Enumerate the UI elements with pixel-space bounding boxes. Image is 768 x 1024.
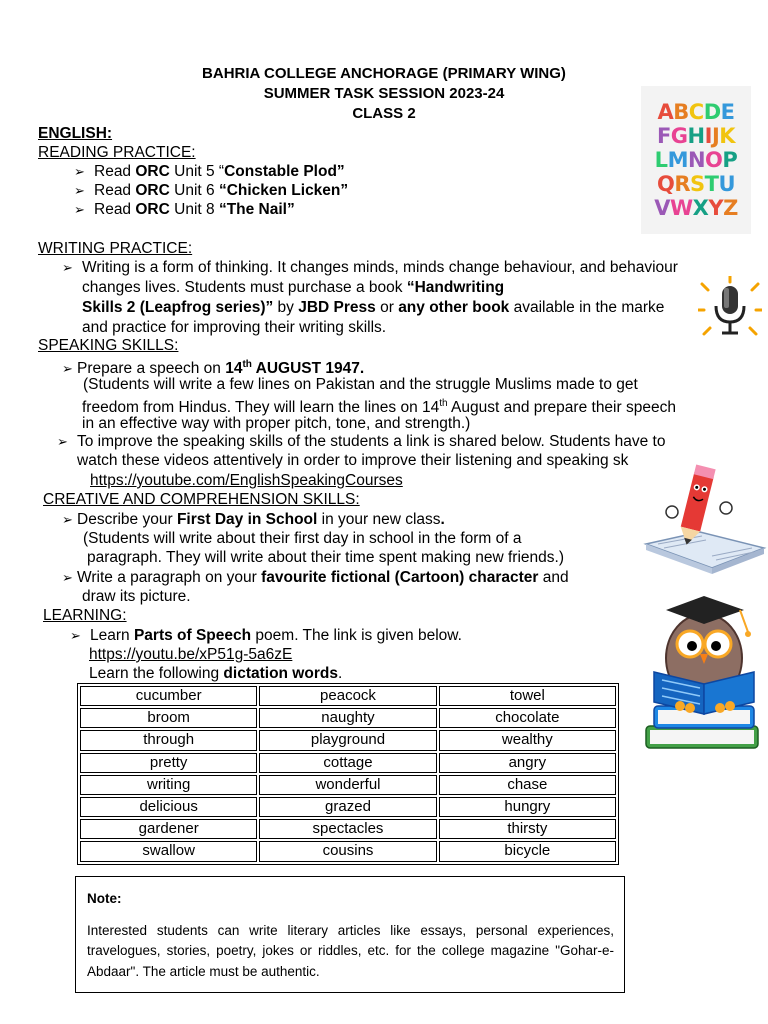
- creative-paragraph: (Students will write about their first day in school in the form of a: [83, 530, 522, 547]
- speaking-skills-heading: SPEAKING SKILLS:: [38, 337, 179, 354]
- dictation-word-cell: naughty: [259, 708, 436, 728]
- table-row: [80, 775, 616, 795]
- writing-item-line: changes lives. Students must purchase a book “Handwriting: [82, 279, 505, 296]
- creative-item: ➢ Describe your First Day in School in your new class.: [62, 511, 445, 528]
- creative-paragraph: paragraph. They will write about their time spent making new friends.): [87, 549, 564, 566]
- speaking-item: ➢ Prepare a speech on 14th AUGUST 1947.: [62, 359, 365, 378]
- learning-item: ➢ Learn Parts of Speech poem. The link is given below.: [70, 627, 462, 644]
- bullet-arrow-icon: ➢: [74, 183, 85, 198]
- dictation-word-cell: grazed: [259, 797, 436, 817]
- table-row: [80, 819, 616, 839]
- note-title: Note:: [87, 891, 122, 906]
- dictation-word-cell: chocolate: [439, 708, 616, 728]
- bullet-arrow-icon: ➢: [62, 361, 73, 377]
- dictation-word-cell: through: [80, 730, 257, 750]
- alphabet-image: [641, 86, 751, 234]
- microphone-icon: [698, 276, 762, 340]
- speaking-paragraph: (Students will write a few lines on Pakistan and the struggle Muslims made to get: [83, 376, 638, 393]
- table-row: [80, 841, 616, 861]
- dictation-word-cell: bicycle: [439, 841, 616, 861]
- dictation-words-table: [77, 683, 619, 865]
- note-body: Interested students can write literary articles like essays, personal experiences, travelogues, stories, poetry, jokes or riddles, etc. for the college magazine "Gohar-e-Abdaar". The article must be authentic.: [87, 922, 614, 979]
- dictation-word-cell: peacock: [259, 686, 436, 706]
- reading-practice-heading: READING PRACTICE:: [38, 144, 196, 161]
- note-box: [75, 876, 625, 993]
- writing-item-line: ➢ Writing is a form of thinking. It changes minds, minds change behaviour, and behaviour: [62, 259, 678, 276]
- dictation-word-cell: cucumber: [80, 686, 257, 706]
- speaking-paragraph: watch these videos attentively in order to improve their listening and speaking sk: [77, 452, 629, 469]
- alphabet-row: ABCDE: [657, 100, 735, 124]
- dictation-word-cell: angry: [439, 753, 616, 773]
- writing-item-line: Skills 2 (Leapfrog series)” by JBD Press or any other book available in the marke: [82, 299, 665, 316]
- dictation-word-cell: gardener: [80, 819, 257, 839]
- speaking-paragraph: freedom from Hindus. They will learn the lines on 14th August and prepare their speech: [82, 398, 676, 417]
- bullet-arrow-icon: ➢: [74, 202, 85, 217]
- reading-item: ➢ Read ORC Unit 5 “Constable Plod”: [74, 163, 345, 180]
- school-title: BAHRIA COLLEGE ANCHORAGE (PRIMARY WING): [202, 65, 566, 82]
- dictation-intro: Learn the following dictation words.: [89, 665, 343, 682]
- reading-item: ➢ Read ORC Unit 8 “The Nail”: [74, 201, 295, 218]
- english-heading: ENGLISH:: [38, 125, 113, 142]
- dictation-word-cell: cousins: [259, 841, 436, 861]
- parts-of-speech-link[interactable]: https://youtu.be/xP51g-5a6zE: [89, 646, 293, 663]
- reading-item: ➢ Read ORC Unit 6 “Chicken Licken”: [74, 182, 349, 199]
- pencil-book-illustration: [642, 452, 768, 582]
- speaking-paragraph: in an effective way with proper pitch, tone, and strength.): [82, 415, 471, 432]
- dictation-word-cell: thirsty: [439, 819, 616, 839]
- dictation-word-cell: playground: [259, 730, 436, 750]
- creative-item: ➢ Write a paragraph on your favourite fictional (Cartoon) character and: [62, 569, 569, 586]
- dictation-word-cell: chase: [439, 775, 616, 795]
- alphabet-row: VWXYZ: [654, 196, 738, 220]
- table-row: [80, 797, 616, 817]
- speaking-courses-link[interactable]: https://youtube.com/EnglishSpeakingCourses: [90, 472, 403, 489]
- alphabet-row: FGHIJK: [656, 124, 736, 148]
- dictation-word-cell: delicious: [80, 797, 257, 817]
- alphabet-row: LMNOP: [654, 148, 738, 172]
- writing-item-line: and practice for improving their writing skills.: [82, 319, 387, 336]
- speaking-item: ➢ To improve the speaking skills of the students a link is shared below. Students have to: [57, 433, 666, 450]
- table-row: [80, 708, 616, 728]
- table-row: [80, 730, 616, 750]
- bullet-arrow-icon: ➢: [62, 570, 73, 585]
- dictation-word-cell: broom: [80, 708, 257, 728]
- table-row: [80, 753, 616, 773]
- writing-practice-heading: WRITING PRACTICE:: [38, 240, 193, 257]
- learning-heading: LEARNING:: [43, 607, 127, 624]
- dictation-word-cell: wealthy: [439, 730, 616, 750]
- bullet-arrow-icon: ➢: [57, 434, 68, 449]
- bullet-arrow-icon: ➢: [70, 628, 81, 643]
- dictation-word-cell: spectacles: [259, 819, 436, 839]
- dictation-word-cell: writing: [80, 775, 257, 795]
- dictation-word-cell: towel: [439, 686, 616, 706]
- owl-reading-illustration: [640, 588, 768, 760]
- alphabet-row: QRSTU: [656, 172, 736, 196]
- class-title: CLASS 2: [352, 105, 416, 122]
- session-title: SUMMER TASK SESSION 2023-24: [263, 85, 505, 102]
- bullet-arrow-icon: ➢: [74, 164, 85, 179]
- table-row: [80, 686, 616, 706]
- creative-paragraph: draw its picture.: [82, 588, 191, 605]
- bullet-arrow-icon: ➢: [62, 260, 73, 275]
- dictation-word-cell: swallow: [80, 841, 257, 861]
- dictation-word-cell: hungry: [439, 797, 616, 817]
- dictation-word-cell: pretty: [80, 753, 257, 773]
- dictation-word-cell: wonderful: [259, 775, 436, 795]
- bullet-arrow-icon: ➢: [62, 512, 73, 527]
- creative-skills-heading: CREATIVE AND COMPREHENSION SKILLS:: [43, 491, 360, 508]
- dictation-word-cell: cottage: [259, 753, 436, 773]
